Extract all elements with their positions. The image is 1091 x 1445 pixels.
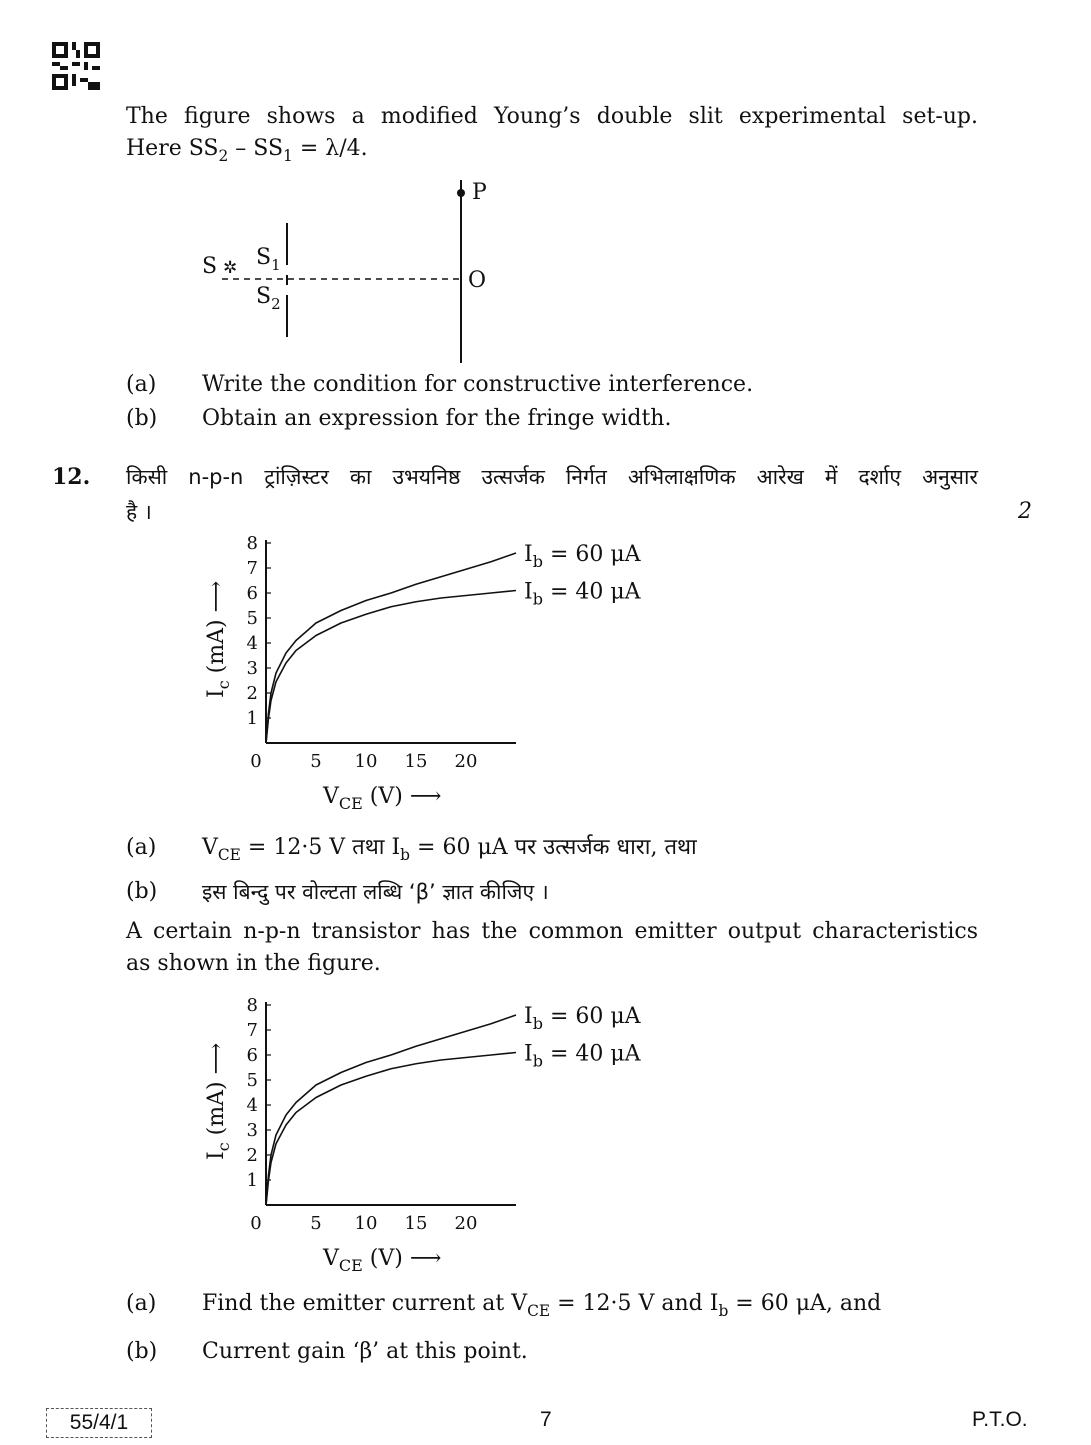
- q11-a-label: (a): [126, 372, 157, 397]
- x-tick-label: 15: [404, 751, 428, 772]
- q12-hindi-b-text: इस बिन्दु पर वोल्टता लब्धि ‘β’ ज्ञात कीजिए ।: [202, 880, 549, 904]
- qr-code-icon: [52, 42, 100, 90]
- series-label-0: $I_b = 60$ μA: [524, 1004, 641, 1033]
- output-characteristics-chart-english: [190, 990, 660, 1275]
- series-line-0: [266, 1015, 516, 1205]
- y-tick-label: 7: [246, 1020, 258, 1041]
- q11-a-text: Write the condition for constructive interference.: [202, 372, 754, 397]
- label-s1: $S_1$: [256, 245, 281, 274]
- q12-hindi-line1: किसी n-p-n ट्रांज़िस्टर का उभयनिष्ठ उत्सर्जक निर्गत अभिलाक्षणिक आरेख में दर्शाए अनुसार: [126, 465, 978, 489]
- q11-b-text: Obtain an expression for the fringe width.: [202, 406, 672, 431]
- point-p-dot: [457, 189, 465, 197]
- y-tick-label: 1: [246, 708, 258, 729]
- y-tick-label: 3: [246, 1120, 258, 1141]
- source-star-icon: ✲: [223, 258, 238, 278]
- q12-en-b-label: (b): [126, 1339, 158, 1364]
- paper-code: 55/4/1: [46, 1408, 152, 1438]
- y-tick-label: 4: [246, 633, 258, 654]
- x-tick-label: 15: [404, 1213, 428, 1234]
- q11-b-label: (b): [126, 406, 158, 431]
- series-line-1: [266, 591, 516, 744]
- q12-hindi-b-label: (b): [126, 879, 158, 904]
- series-label-1: $I_b = 40$ μA: [524, 1041, 641, 1071]
- y-tick-label: 1: [246, 1170, 258, 1191]
- ydse-figure: [190, 175, 520, 370]
- q12-en-a-text: Find the emitter current at $V_{CE} = 12\cdot 5$ V and $I_b = 60$ μA, and: [202, 1291, 882, 1320]
- x-tick-label: 10: [354, 1213, 378, 1234]
- label-s2: $S_2$: [256, 284, 281, 313]
- y-tick-label: 7: [246, 558, 258, 579]
- page-number: 7: [540, 1408, 552, 1431]
- x-tick-label: 5: [310, 1213, 322, 1234]
- x-tick-label: 5: [310, 751, 322, 772]
- q11-intro-line1: The figure shows a modified Young’s double slit experimental set-up.: [126, 104, 978, 129]
- x-tick-label: 0: [250, 751, 262, 772]
- q12-en-line2: as shown in the figure.: [126, 951, 381, 976]
- series-line-0: [266, 553, 516, 743]
- q12-marks: 2: [1018, 499, 1032, 524]
- q12-en-b-text: Current gain ‘β’ at this point.: [202, 1339, 528, 1364]
- x-tick-label: 10: [354, 751, 378, 772]
- q12-hindi-line2: है ।: [126, 500, 152, 524]
- y-tick-label: 3: [246, 658, 258, 679]
- x-tick-label: 20: [454, 1213, 478, 1234]
- y-tick-label: 8: [246, 533, 258, 554]
- q11-intro-line2: Here $SS_2 - SS_1 = \lambda/4$.: [126, 136, 368, 165]
- y-axis-label: $I_c$ (mA) ⟶: [204, 580, 233, 698]
- series-label-0: $I_b = 60$ μA: [524, 542, 641, 571]
- q12-number: 12.: [52, 464, 91, 490]
- y-tick-label: 6: [246, 583, 258, 604]
- x-axis-label: $V_{CE}$ (V) ⟶: [323, 1246, 442, 1275]
- y-tick-label: 5: [246, 1070, 258, 1091]
- series-label-1: $I_b = 40$ μA: [524, 579, 641, 609]
- x-tick-label: 20: [454, 751, 478, 772]
- y-tick-label: 2: [246, 683, 258, 704]
- y-tick-label: 2: [246, 1145, 258, 1166]
- pto-label: P.T.O.: [972, 1408, 1028, 1431]
- x-tick-label: 0: [250, 1213, 262, 1234]
- q12-hindi-a-text: $V_{CE} = 12\cdot 5$ V तथा $I_b = 60$ μA पर उत्सर्जक धारा, तथा: [202, 835, 697, 864]
- q12-en-a-label: (a): [126, 1291, 157, 1316]
- label-s: S: [202, 254, 218, 279]
- y-tick-label: 4: [246, 1095, 258, 1116]
- x-axis-label: $V_{CE}$ (V) ⟶: [323, 784, 442, 813]
- output-characteristics-chart-hindi: [190, 528, 660, 813]
- q12-en-line1: A certain n-p-n transistor has the common emitter output characteristics: [126, 919, 978, 944]
- y-axis-label: $I_c$ (mA) ⟶: [204, 1042, 233, 1160]
- q12-hindi-a-label: (a): [126, 835, 157, 860]
- label-o: O: [468, 268, 487, 293]
- label-p: P: [472, 180, 487, 205]
- y-tick-label: 8: [246, 995, 258, 1016]
- y-tick-label: 6: [246, 1045, 258, 1066]
- series-line-1: [266, 1053, 516, 1206]
- y-tick-label: 5: [246, 608, 258, 629]
